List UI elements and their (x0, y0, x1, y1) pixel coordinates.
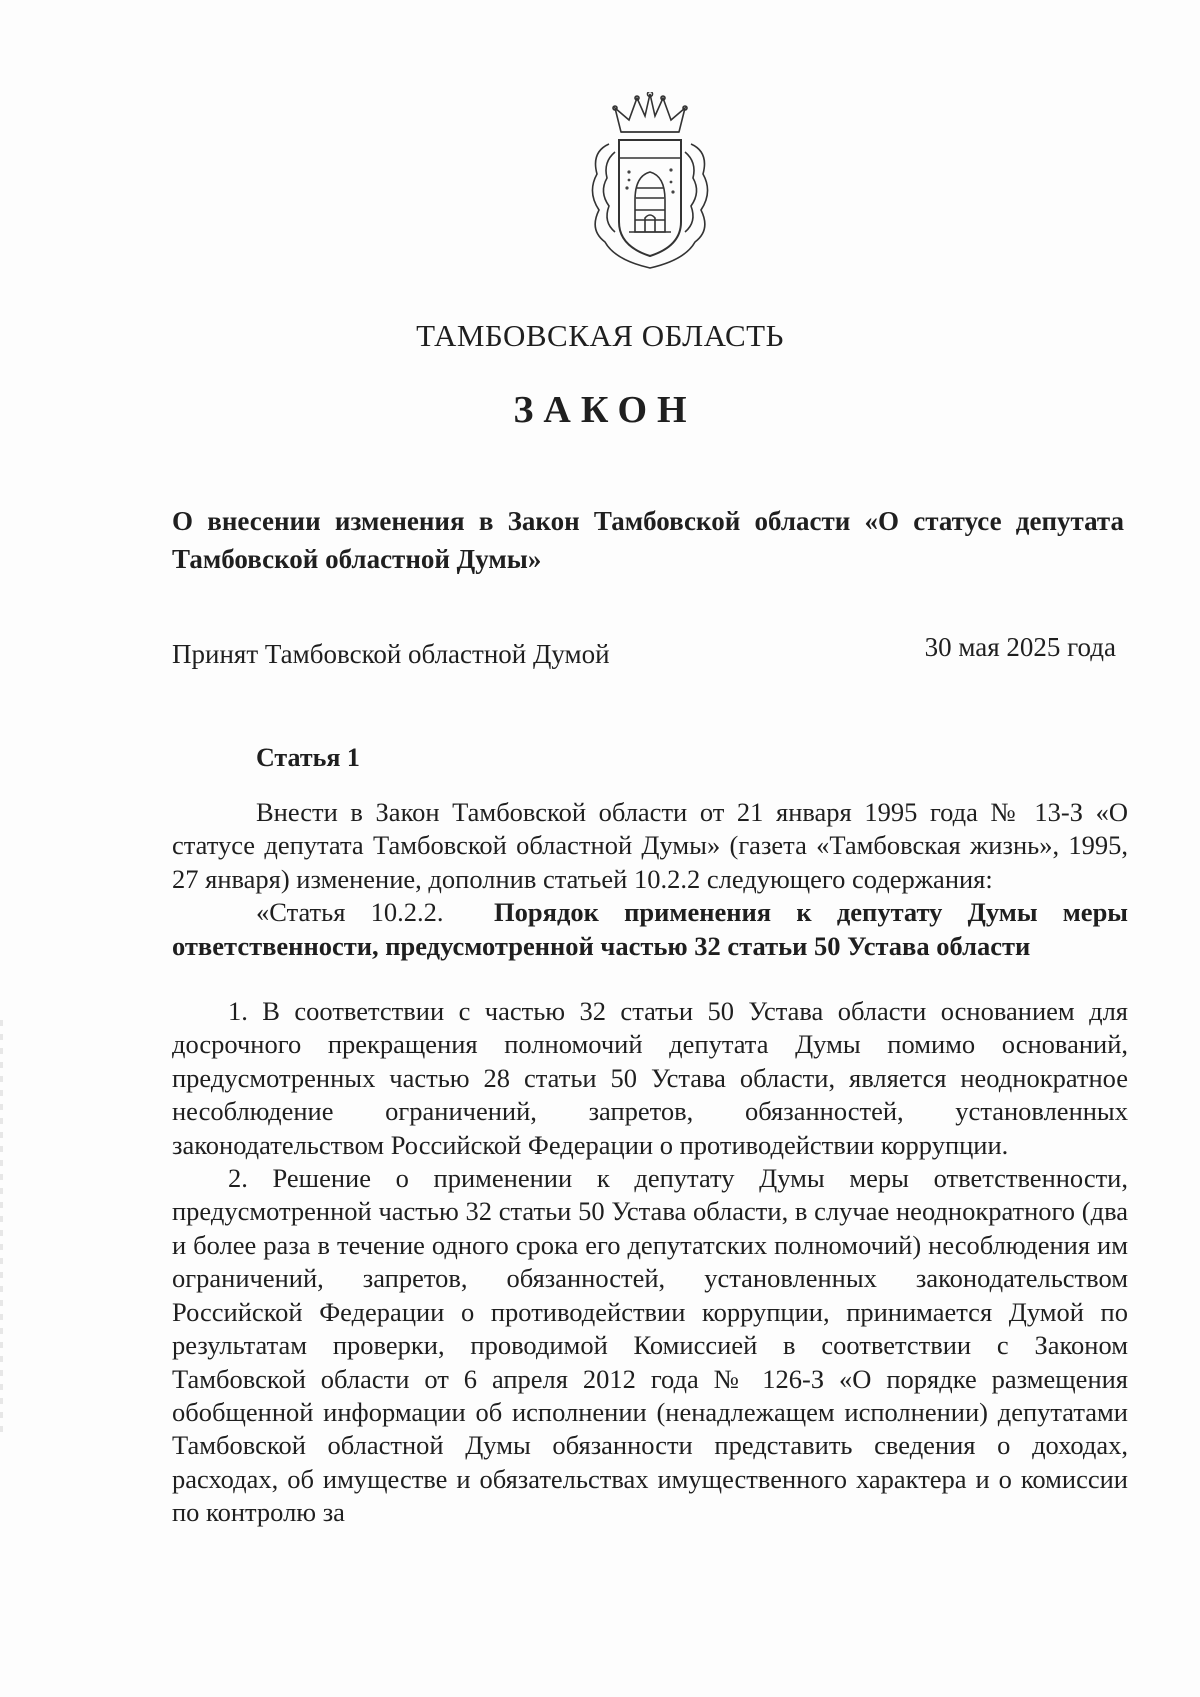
article-heading: Статья 1 (256, 743, 360, 772)
new-article-heading (172, 896, 1128, 963)
region-name: ТАМБОВСКАЯ ОБЛАСТЬ (416, 318, 784, 353)
document-type: ЗАКОН (513, 389, 697, 431)
article-items (172, 995, 1128, 1530)
scan-edge-artifact (0, 1020, 3, 1440)
coat-of-arms-icon (585, 92, 715, 270)
law-title: О внесении изменения в Закон Тамбовской области «О статусе депутата Тамбовской областной Думы» (172, 506, 1124, 574)
article-item: 2. Решение о применении к депутату Думы меры ответственности, предусмотренной частью 32 статьи 50 Устава области, в случае неоднократного (два и более раза в течение одного срока его депутатских полномочий) несоблюдения им ограничений, запретов, обязанностей, установленных законодательством Российской Федерации о противодействии коррупции, принимается Думой по результатам проверки, проводимой Комиссией в соответствии с Законом Тамбовской области от 6 апреля 2012 года № 126-З «О порядке размещения обобщенной информации об исполнении (ненадлежащем исполнении) депутатами Тамбовской областной Думы обязанности представить сведения о доходах, расходах, об имуществе и обязательствах имущественного характера и о комиссии по контролю за (172, 1163, 1128, 1528)
new-article-label: «Статья 10.2.2. (256, 897, 444, 928)
article-body (172, 796, 1128, 1530)
article-intro: Внести в Закон Тамбовской области от 21 января 1995 года № 13-З «О статусе депутата Тамбовской областной Думы» (газета «Тамбовская жизнь», 1995, 27 января) изменение, дополнив статьей 10.2.2 следующего содержания: (172, 797, 1128, 894)
article-item: 1. В соответствии с частью 32 статьи 50 Устава области основанием для досрочного прекращения полномочий депутата Думы помимо оснований, предусмотренных частью 28 статьи 50 Устава области, является неоднократное несоблюдение ограничений, запретов, обязанностей, установленных законодательством Российской Федерации о противодействии коррупции. (172, 996, 1128, 1160)
new-article-title: Порядок применения к депутату Думы меры ответственности, предусмотренной частью 32 статьи 50 Устава области (172, 897, 1128, 961)
adopted-by: Принят Тамбовской областной Думой (172, 639, 610, 669)
adoption-date: 30 мая 2025 года (924, 632, 1116, 662)
